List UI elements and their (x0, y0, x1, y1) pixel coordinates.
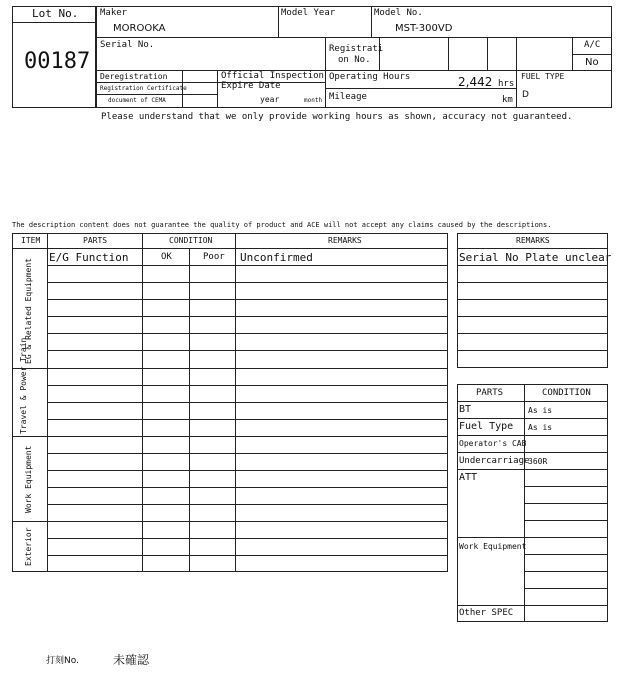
cond-col-condition: CONDITION (542, 388, 591, 398)
remarks-row-1: Serial No Plate unclear (459, 251, 612, 264)
disclaimer: The description content does not guarantee the quality of product and ACE will not accept any claims caused by the descriptions. (12, 221, 552, 229)
stamp-value: 未確認 (113, 653, 150, 667)
cond-col-parts: PARTS (476, 388, 504, 398)
mileage-label: Mileage (329, 92, 367, 102)
registration-label-2: on No. (338, 55, 371, 65)
fuel-value: As is (528, 423, 553, 432)
lot-label: Lot No. (32, 7, 79, 20)
model-year-label: Model Year (281, 8, 336, 18)
ac-value: No (585, 57, 599, 68)
section-eg: EG & Related Equipment (24, 258, 33, 364)
att-label: ATT (459, 472, 478, 483)
remarks-header: REMARKS (516, 236, 550, 245)
cema-label: document of CEMA (108, 97, 166, 104)
bt-value: As is (528, 406, 553, 415)
hrs-unit: hrs (498, 79, 515, 89)
inspection-label-2: Expire Date (221, 81, 281, 91)
model-no-label: Model No. (374, 8, 423, 18)
col-condition: CONDITION (169, 236, 213, 245)
dereg-label: Deregistration (100, 72, 168, 81)
section-travel: Travel & Power Train (19, 337, 28, 434)
month-label: month (304, 97, 323, 104)
fuel-label: Fuel Type (459, 421, 514, 432)
serial-label: Serial No. (100, 40, 155, 50)
other-spec-label: Other SPEC (459, 608, 514, 618)
maker-label: Maker (100, 8, 128, 18)
bt-label: BT (459, 404, 472, 415)
lot-number: 00187 (24, 49, 91, 74)
col-remarks: REMARKS (328, 236, 362, 245)
undercarriage-value: 360R (528, 457, 548, 466)
operating-hours-label: Operating Hours (329, 72, 411, 82)
work-equipment-label: Work Equipment (459, 542, 527, 551)
fuel-type-value: D (522, 90, 529, 100)
km-unit: km (502, 95, 513, 105)
registration-label: Registrati (329, 44, 384, 54)
undercarriage-label: Undercarriage (459, 456, 530, 466)
accuracy-note: Please understand that we only provide working hours as shown, accuracy not guaranteed. (101, 112, 573, 122)
eg-function-label: E/G Function (49, 251, 129, 264)
cab-label: Operator's CAB (459, 439, 527, 448)
section-work: Work Equipment (24, 445, 33, 513)
maker-value: MOROOKA (113, 23, 166, 34)
stamp-label: 打刻No. (46, 656, 79, 666)
condition-ok: OK (161, 252, 172, 262)
condition-poor: Poor (203, 252, 225, 262)
fuel-type-label: FUEL TYPE (521, 72, 565, 81)
col-item: ITEM (21, 236, 41, 245)
model-no-value: MST-300VD (395, 23, 453, 34)
col-parts: PARTS (83, 236, 108, 245)
inspection-label: Official Inspection (221, 71, 324, 81)
year-label: year (260, 95, 280, 104)
eg-function-remarks: Unconfirmed (240, 251, 313, 264)
operating-hours-value: 2,442 (458, 75, 493, 89)
reg-cert-label: Registration Certificate (100, 85, 187, 92)
section-exterior: Exterior (24, 527, 33, 567)
ac-label: A/C (584, 40, 601, 50)
